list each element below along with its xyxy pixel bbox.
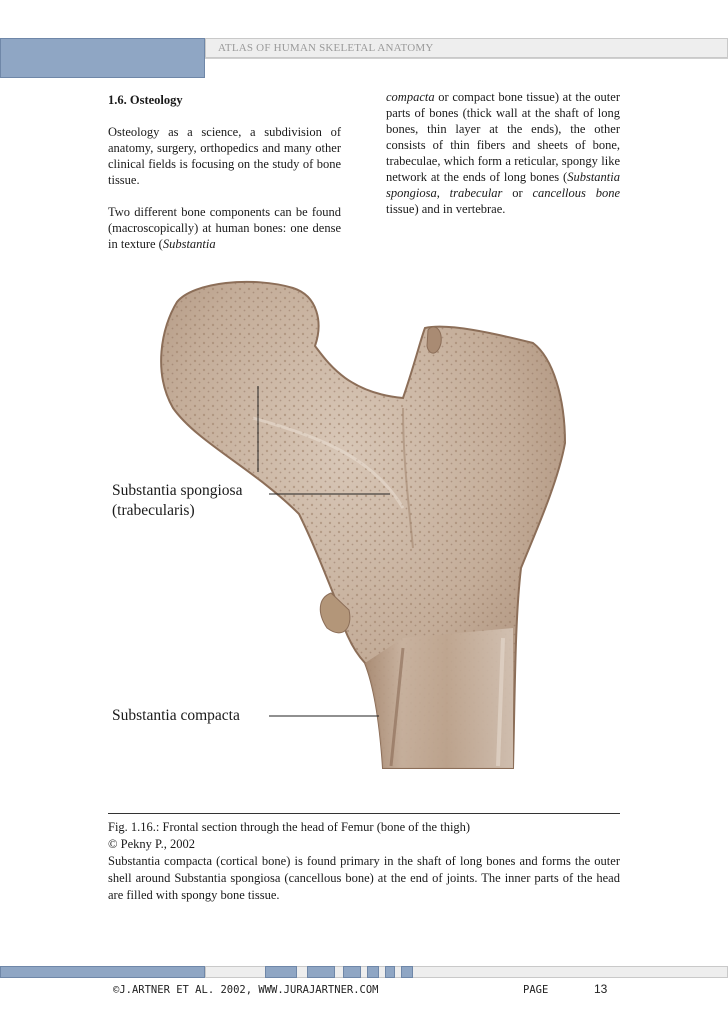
caption-rule [108,813,620,814]
footer-page-label: PAGE [523,984,549,996]
footer-block-3 [343,966,361,978]
page-header [0,38,728,78]
paragraph-components-text: Two different bone components can be found (macroscopically) at human bones: one dense in texture ( [108,205,341,251]
term-compacta: compacta [386,90,435,104]
label-spongiosa: Substantia spongiosa [112,482,243,499]
paragraph-continued [386,89,620,217]
paragraph-continued-text: or compact bone tissue) at the outer parts of bones (thick wall at the shaft of long bones, thin layer at the ends), the other consists of thin fibers and sheets of bone, trabeculae, which form a reticular, spongy like network at the ends of long bones ( [386,90,620,184]
label-trabecularis: (trabecularis) [112,502,195,519]
footer-block-1 [265,966,297,978]
footer-copyright: ©J.ARTNER ET AL. 2002, WWW.JURAJARTNER.COM [113,984,379,996]
caption-body: Substantia compacta (cortical bone) is found primary in the shaft of long bones and forms the outer shell around Substantia spongiosa (cancellous bone) at the end of joints. The inner parts of the head are filled with spongy bone tissue. [108,854,620,902]
caption-title: Fig. 1.16.: Frontal section through the head of Femur (bone of the thigh) [108,820,471,834]
text-column-left [108,92,341,268]
label-compacta: Substantia compacta [112,707,240,724]
footer-bar [0,966,728,978]
footer-block-2 [307,966,335,978]
header-color-block [0,38,205,78]
term-trabecular: trabecular [449,186,503,200]
paragraph-components-italic: Substantia [162,237,216,251]
header-title: ATLAS OF HUMAN SKELETAL ANATOMY [218,42,434,54]
femur-section-image [103,268,623,780]
footer-page-number: 13 [594,982,608,996]
separator-1: , [436,186,450,200]
header-divider [205,58,728,59]
section-heading: 1.6. Osteology [108,93,183,107]
figure-caption [108,819,620,904]
footer-block-5 [385,966,395,978]
text-column-right [386,89,620,233]
term-spongiosa: Substantia spongiosa [386,170,620,200]
paragraph-components [108,204,341,252]
footer-block-main [0,966,205,978]
femur-shaft [365,628,513,768]
separator-2: or [502,186,533,200]
footer-block-6 [401,966,413,978]
footer-block-4 [367,966,379,978]
paragraph-intro: Osteology as a science, a subdivision of anatomy, surgery, orthopedics and many other clinical fields is focusing on the study of bone tissue. [108,125,341,187]
paragraph-continued-end: tissue) and in vertebrae. [386,202,506,216]
term-cancellous: cancellous bone [532,186,620,200]
caption-credit: © Pekny P., 2002 [108,837,195,851]
